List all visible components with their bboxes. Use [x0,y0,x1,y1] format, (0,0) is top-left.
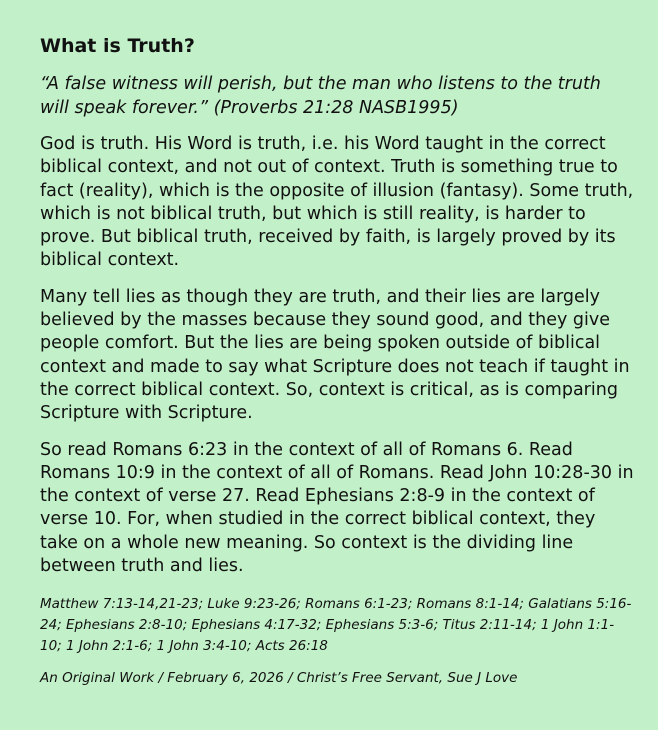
body-paragraph-1: God is truth. His Word is truth, i.e. his Word taught in the correct biblical context, and not out of context. Truth is something true to fact (reality), which is the opposite of illusion (fantasy). Some truth, which is not biblical truth, but which is still reality, is harder to prove. But biblical truth, received by faith, is largely proved by its biblical context. [40,134,634,271]
page-title: What is Truth? [40,35,195,57]
scripture-quote: “A false witness will perish, but the man who listens to the truth will speak forever.” (Proverbs 21:28 NASB1995) [40,74,601,118]
body-paragraph-2: Many tell lies as though they are truth, and their lies are largely believed by the masses because they sound good, and they give people comfort. But the lies are being spoken outside of biblical context and made to say what Scripture does not teach if taught in the correct biblical context. So, context is critical, as is comparing Scripture with Scripture. [40,286,630,424]
author-signature: An Original Work / February 6, 2026 / Christ’s Free Servant, Sue J Love [40,670,518,687]
scripture-references: Matthew 7:13-14,21-23; Luke 9:23-26; Romans 6:1-23; Romans 8:1-14; Galatians 5:16-24; Ephesians 2:8-10; Ephesians 4:17-32; Ephesians 5:3-6; Titus 2:11-14; 1 John 1:1-10; 1 John 2:1-6; 1 John 3:4-10; Acts 26:18 [40,596,632,655]
body-paragraph-3: So read Romans 6:23 in the context of all of Romans 6. Read Romans 10:9 in the context of all of Romans. Read John 10:28-30 in the context of verse 27. Read Ephesians 2:8-9 in the context of verse 10. For, when studied in the correct biblical context, they take on a whole new meaning. So context is the dividing line between truth and lies. [40,439,634,577]
